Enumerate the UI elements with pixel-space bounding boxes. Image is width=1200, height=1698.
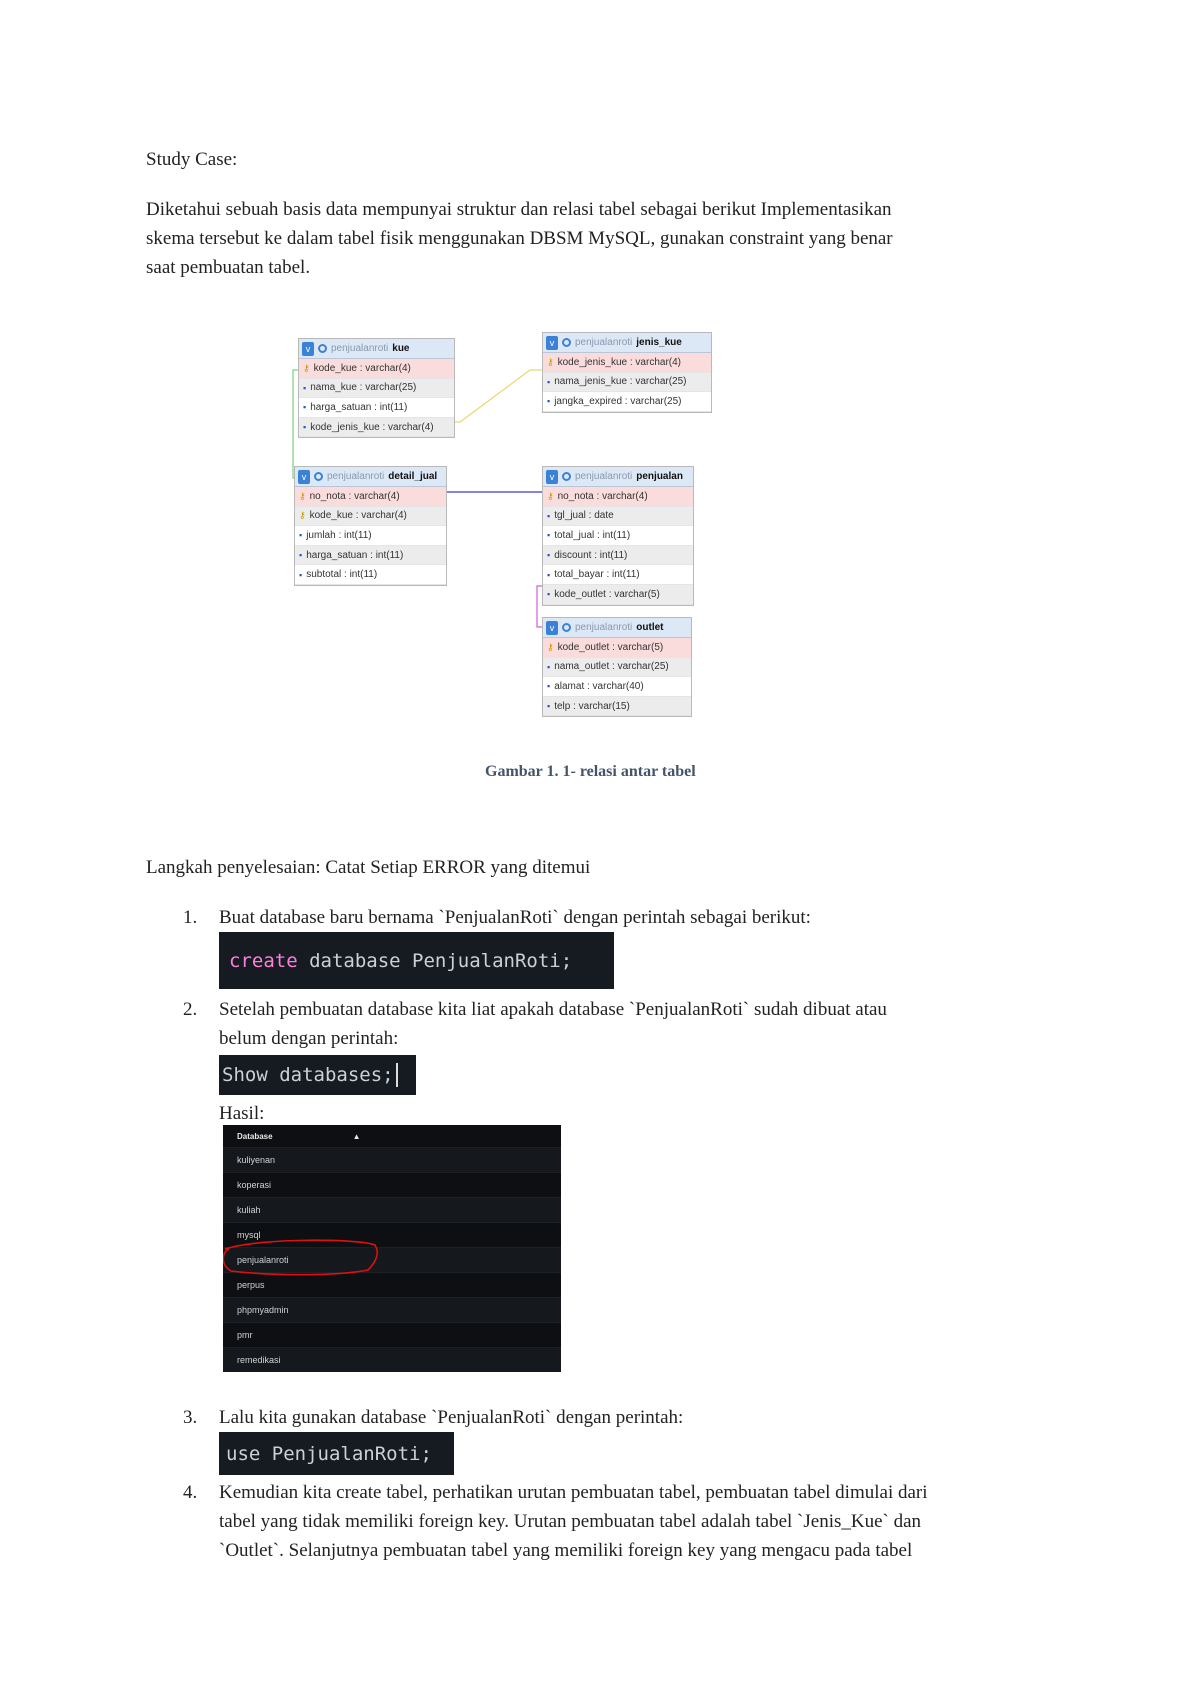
column-icon: ▪ <box>547 510 551 521</box>
column: tgl_jual : date <box>554 510 614 522</box>
column: kode_outlet : varchar(5) <box>554 588 660 600</box>
intro-paragraph-line-1: Diketahui sebuah basis data mempunyai struktur dan relasi tabel sebagai berikut Implementasikan <box>146 199 892 220</box>
code-text: database PenjualanRoti; <box>297 949 573 972</box>
table-kue <box>298 338 455 438</box>
column-icon: ▪ <box>303 422 307 433</box>
step-4-text-line-1: Kemudian kita create tabel, perhatikan urutan pembuatan tabel, pembuatan tabel dimulai dari <box>219 1482 928 1503</box>
checkbox-icon: v <box>546 621 558 635</box>
gear-icon <box>562 338 571 347</box>
intro-paragraph-line-2: skema tersebut ke dalam tabel fisik menggunakan DBSM MySQL, gunakan constraint yang benar <box>146 228 893 249</box>
db-name: penjualanroti <box>327 471 385 482</box>
hasil-label: Hasil: <box>219 1103 265 1124</box>
checkbox-icon: v <box>298 470 310 484</box>
code-create-database <box>219 932 614 989</box>
key-icon: ⚷ <box>299 510 306 521</box>
gear-icon <box>318 344 327 353</box>
table-name: kue <box>392 343 410 354</box>
figure-caption: Gambar 1. 1- relasi antar tabel <box>485 763 696 780</box>
code-text: Show databases; <box>222 1064 394 1086</box>
db-name: penjualanroti <box>331 343 389 354</box>
column: subtotal : int(11) <box>306 569 378 581</box>
table-jenis-kue <box>542 332 712 413</box>
study-case-heading: Study Case: <box>146 149 238 170</box>
column: harga_satuan : int(11) <box>306 549 404 561</box>
column-icon: ▪ <box>547 661 551 672</box>
list-item: perpus <box>223 1272 561 1297</box>
column-icon: ▪ <box>547 396 551 407</box>
column-icon: ▪ <box>547 530 551 541</box>
gear-icon <box>314 472 323 481</box>
step-4-text-line-2: tabel yang tidak memiliki foreign key. Urutan pembuatan tabel adalah tabel `Jenis_Kue` dan <box>219 1511 922 1532</box>
table-name: outlet <box>636 622 664 633</box>
relation-line-kue-jenis-kue <box>450 370 542 422</box>
list-item: remedikasi <box>223 1347 561 1372</box>
column: kode_kue : varchar(4) <box>309 510 407 522</box>
key-icon: ⚷ <box>547 641 554 652</box>
code-show-databases <box>219 1055 416 1095</box>
column: alamat : varchar(40) <box>554 680 644 692</box>
highlight-ellipse-path <box>223 1240 377 1274</box>
column-icon: ▪ <box>547 681 551 692</box>
checkbox-icon: v <box>546 336 558 350</box>
db-name: penjualanroti <box>575 622 633 633</box>
gear-icon <box>562 472 571 481</box>
sort-icon: ▲ <box>352 1131 361 1141</box>
table-name: jenis_kue <box>636 337 682 348</box>
code-keyword: create <box>229 949 298 972</box>
column-icon: ▪ <box>547 376 551 387</box>
column: kode_outlet : varchar(5) <box>557 641 664 653</box>
key-icon: ⚷ <box>299 490 306 501</box>
key-icon: ⚷ <box>547 356 554 367</box>
checkbox-icon: v <box>302 342 314 356</box>
list-item: koperasi <box>223 1172 561 1197</box>
table-outlet <box>542 617 692 717</box>
column: total_bayar : int(11) <box>554 569 640 581</box>
column-icon: ▪ <box>547 589 551 600</box>
column: no_nota : varchar(4) <box>557 490 648 502</box>
column-icon: ▪ <box>547 701 551 712</box>
column: jangka_expired : varchar(25) <box>554 395 682 407</box>
column: total_jual : int(11) <box>554 529 631 541</box>
key-icon: ⚷ <box>303 362 310 373</box>
database-result-list <box>223 1125 561 1367</box>
code-text: use PenjualanRoti; <box>226 1442 432 1465</box>
column-icon: ▪ <box>299 530 303 541</box>
step-4-text-line-3: `Outlet`. Selanjutnya pembuatan tabel yang memiliki foreign key yang mengacu pada tabel <box>219 1540 913 1561</box>
step-number: 1. <box>183 907 198 928</box>
result-header-label: Database <box>237 1131 273 1141</box>
column: kode_jenis_kue : varchar(4) <box>310 421 434 433</box>
step-number: 2. <box>183 999 198 1020</box>
intro-paragraph-line-3: saat pembuatan tabel. <box>146 257 311 278</box>
step-3-text: Lalu kita gunakan database `PenjualanRoti` dengan perintah: <box>219 1407 684 1428</box>
code-use-database <box>219 1432 454 1475</box>
list-item: kuliah <box>223 1197 561 1222</box>
step-number: 3. <box>183 1407 198 1428</box>
list-item: kuliyenan <box>223 1147 561 1172</box>
text-cursor <box>396 1063 398 1087</box>
table-name: penjualan <box>636 471 683 482</box>
column-icon: ▪ <box>303 382 307 393</box>
column-icon: ▪ <box>299 550 303 561</box>
checkbox-icon: v <box>546 470 558 484</box>
column: nama_kue : varchar(25) <box>310 382 417 394</box>
column-icon: ▪ <box>299 569 303 580</box>
column: kode_jenis_kue : varchar(4) <box>557 356 681 368</box>
list-item: mysql <box>223 1222 561 1247</box>
db-name: penjualanroti <box>575 471 633 482</box>
column: no_nota : varchar(4) <box>309 490 400 502</box>
step-2-text-line-2: belum dengan perintah: <box>219 1028 399 1049</box>
steps-intro: Langkah penyelesaian: Catat Setiap ERROR yang ditemui <box>146 857 591 878</box>
table-name: detail_jual <box>388 471 438 482</box>
gear-icon <box>562 623 571 632</box>
key-icon: ⚷ <box>547 490 554 501</box>
step-1-text: Buat database baru bernama `PenjualanRoti` dengan perintah sebagai berikut: <box>219 907 811 928</box>
list-item: phpmyadmin <box>223 1297 561 1322</box>
column-icon: ▪ <box>547 550 551 561</box>
column-icon: ▪ <box>547 569 551 580</box>
list-item: penjualanroti <box>223 1247 561 1272</box>
table-penjualan <box>542 466 694 606</box>
column: discount : int(11) <box>554 549 628 561</box>
table-detail-jual <box>294 466 447 586</box>
column: harga_satuan : int(11) <box>310 401 408 413</box>
db-name: penjualanroti <box>575 337 633 348</box>
column: nama_outlet : varchar(25) <box>554 661 669 673</box>
column: jumlah : int(11) <box>306 529 372 541</box>
column: telp : varchar(15) <box>554 700 630 712</box>
column: kode_kue : varchar(4) <box>313 362 411 374</box>
list-item: pmr <box>223 1322 561 1347</box>
er-diagram <box>290 330 720 720</box>
step-number: 4. <box>183 1482 198 1503</box>
column-icon: ▪ <box>303 402 307 413</box>
column: nama_jenis_kue : varchar(25) <box>554 376 687 388</box>
step-2-text-line-1: Setelah pembuatan database kita liat apakah database `PenjualanRoti` sudah dibuat atau <box>219 999 887 1020</box>
highlight-circle <box>223 1125 561 1367</box>
